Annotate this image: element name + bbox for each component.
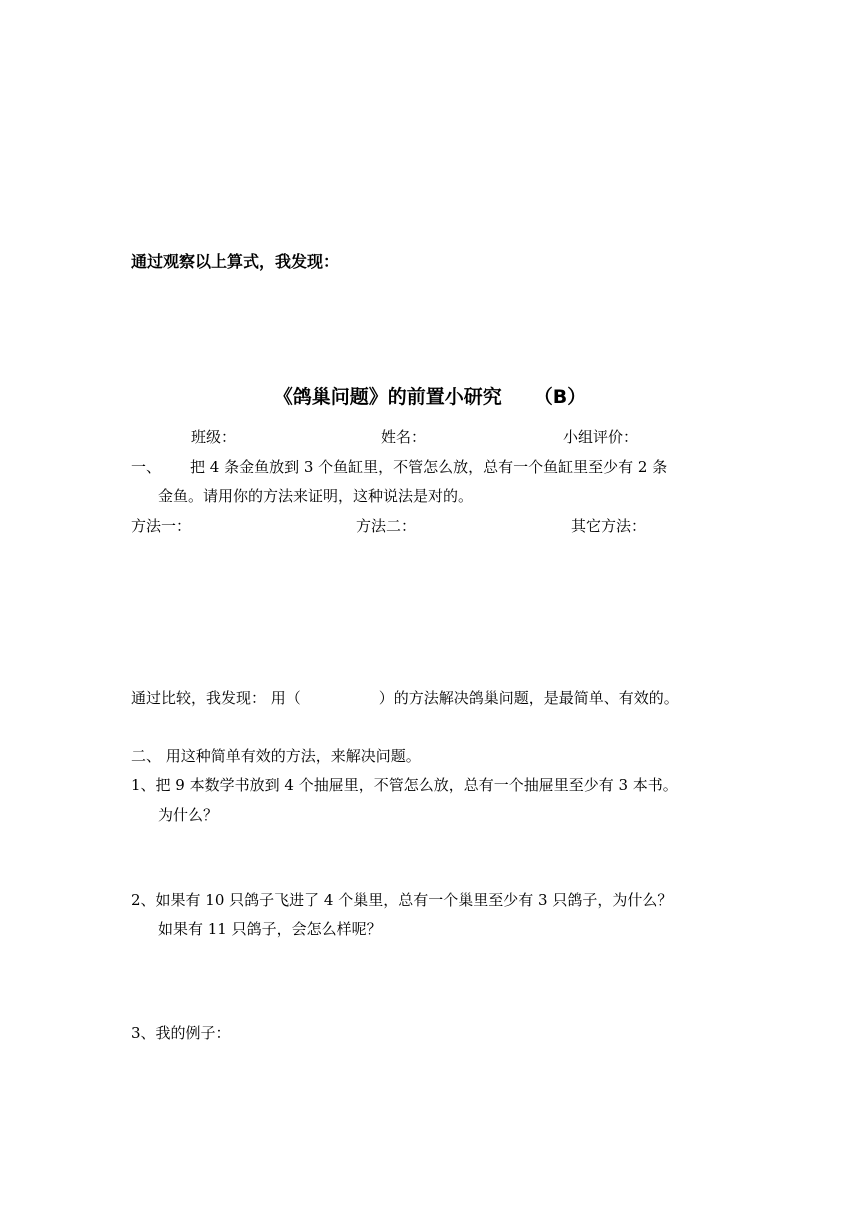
question1-line1: 1、把 9 本数学书放到 4 个抽屉里，不管怎么放，总有一个抽屉里至少有 3 本书。 xyxy=(131,776,678,794)
comparison-line xyxy=(131,688,679,708)
section1-number: 一、 xyxy=(131,458,162,476)
method1-label: 方法一： xyxy=(131,517,192,535)
section2-heading: 二、 用这种简单有效的方法，来解决问题。 xyxy=(131,747,421,765)
section1-line1: 把 4 条金鱼放到 3 个鱼缸里，不管怎么放，总有一个鱼缸里至少有 2 条 xyxy=(190,458,668,476)
title-main: 《鸽巢问题》的前置小研究 xyxy=(273,386,502,408)
question3: 3、我的例子： xyxy=(131,1024,231,1042)
question1-line2: 为什么？ xyxy=(158,806,219,824)
class-label: 班级： xyxy=(191,428,237,446)
page-title xyxy=(0,385,860,409)
question2-line1: 2、如果有 10 只鸽子飞进了 4 个巢里，总有一个巢里至少有 3 只鸽子，为什么？ xyxy=(131,891,673,909)
group-eval-label: 小组评价： xyxy=(563,428,639,446)
section1-line2: 金鱼。请用你的方法来证明，这种说法是对的。 xyxy=(158,487,474,505)
method2-label: 方法二： xyxy=(356,517,417,535)
observation-heading: 通过观察以上算式，我发现： xyxy=(131,252,340,271)
comparison-prefix: 通过比较，我发现： 用（ xyxy=(131,689,301,707)
other-method-label: 其它方法： xyxy=(571,517,647,535)
question2-line2: 如果有 11 只鸽子，会怎么样呢？ xyxy=(158,920,382,938)
name-label: 姓名： xyxy=(381,428,427,446)
comparison-suffix: ）的方法解决鸽巢问题，是最简单、有效的。 xyxy=(378,689,679,707)
title-variant: （B） xyxy=(533,386,587,408)
